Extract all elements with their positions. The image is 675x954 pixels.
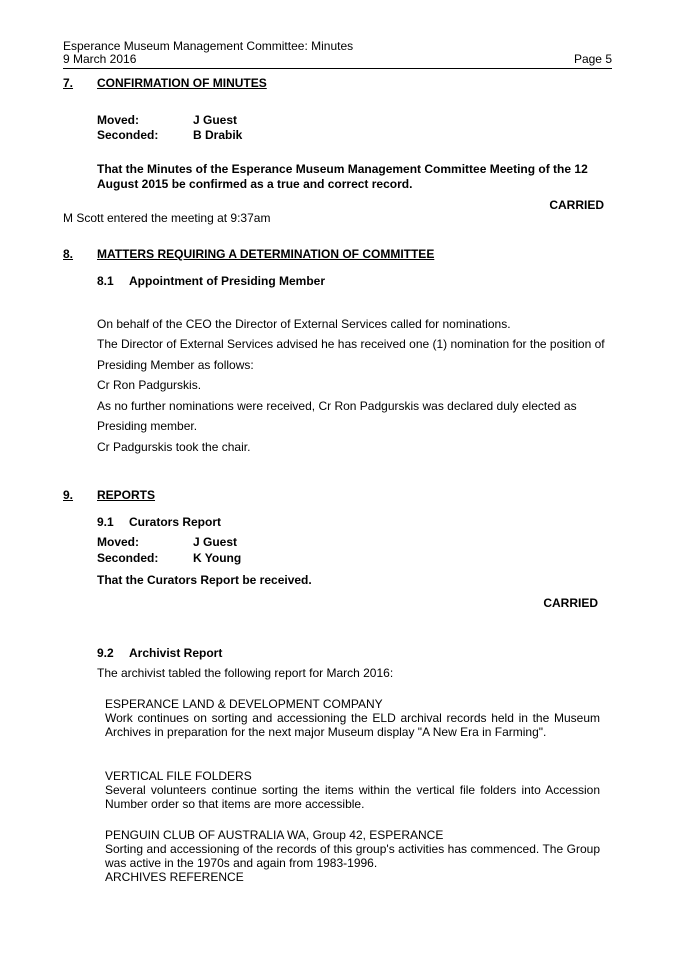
s8-line: On behalf of the CEO the Director of External Services called for nominations. (97, 317, 511, 331)
s9-sub2-title: Archivist Report (129, 646, 223, 660)
section-8-title: MATTERS REQUIRING A DETERMINATION OF COMMITTEE (97, 247, 435, 261)
report-item-heading: VERTICAL FILE FOLDERS (105, 769, 252, 783)
s9-seconded-name: K Young (193, 551, 242, 565)
report-item-heading: ESPERANCE LAND & DEVELOPMENT COMPANY (105, 697, 383, 711)
s8-line: Presiding Member as follows: (97, 358, 254, 372)
s9-archivist-intro: The archivist tabled the following report for March 2016: (97, 666, 394, 680)
section-9-title: REPORTS (97, 488, 156, 502)
section-8-number: 8. (63, 247, 74, 261)
report-item-heading: PENGUIN CLUB OF AUSTRALIA WA, Group 42, ESPERANCE (105, 828, 444, 842)
s9-moved-label: Moved: (97, 535, 139, 549)
s7-attendance-note: M Scott entered the meeting at 9:37am (63, 211, 271, 225)
page-number: Page 5 (573, 52, 612, 66)
s7-carried: CARRIED (549, 198, 604, 212)
report-item-body: Work continues on sorting and accessioning the ELD archival records held in the Museum Archives in preparation for the next major Museum display "A New Era in Farming". (105, 711, 600, 739)
s9-carried: CARRIED (543, 596, 598, 610)
s9-sub1-title: Curators Report (129, 515, 222, 529)
s9-sub2-number: 9.2 (97, 646, 114, 660)
s8-sub-number: 8.1 (97, 274, 114, 288)
s7-moved-label: Moved: (97, 113, 139, 127)
s7-motion-line-1: That the Minutes of the Esperance Museum Management Committee Meeting of the 12 (97, 162, 588, 176)
s8-line: Presiding member. (97, 419, 198, 433)
s8-line: The Director of External Services advised he has received one (1) nomination for the position of (97, 337, 605, 351)
section-9-number: 9. (63, 488, 74, 502)
header-rule (63, 68, 612, 69)
s9-moved-name: J Guest (193, 535, 238, 549)
s7-moved-name: J Guest (193, 113, 238, 127)
report-item-body: Several volunteers continue sorting the items within the vertical file folders into Accession Number order so that items are more accessible. (105, 783, 600, 811)
s8-sub-title: Appointment of Presiding Member (129, 274, 326, 288)
section-7-title: CONFIRMATION OF MINUTES (97, 76, 267, 90)
header-date: 9 March 2016 (63, 52, 137, 66)
s9-seconded-label: Seconded: (97, 551, 159, 565)
report-trailing-heading: ARCHIVES REFERENCE (105, 870, 244, 884)
s7-seconded-name: B Drabik (193, 128, 243, 142)
s8-line: As no further nominations were received, Cr Ron Padgurskis was declared duly elected as (97, 399, 577, 413)
s9-sub1-number: 9.1 (97, 515, 114, 529)
s7-seconded-label: Seconded: (97, 128, 159, 142)
s8-line: Cr Padgurskis took the chair. (97, 440, 251, 454)
s9-motion: That the Curators Report be received. (97, 573, 312, 587)
section-7-number: 7. (63, 76, 74, 90)
report-item-body: Sorting and accessioning of the records of this group's activities has commenced. The Group was active in the 1970s and again from 1983-1996. (105, 842, 600, 870)
s8-line: Cr Ron Padgurskis. (97, 378, 202, 392)
header-title: Esperance Museum Management Committee: Minutes (63, 39, 354, 53)
s7-motion-line-2: August 2015 be confirmed as a true and correct record. (97, 177, 413, 191)
